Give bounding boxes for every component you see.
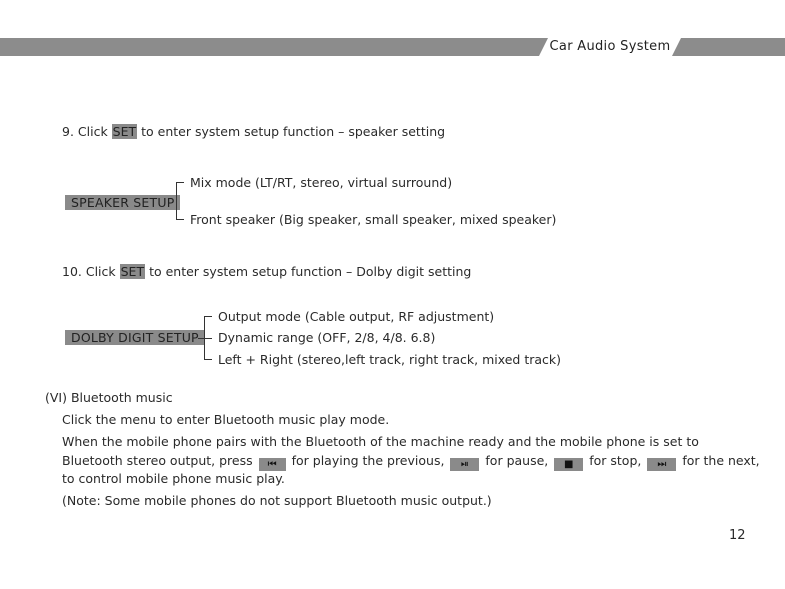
bluetooth-line-3-e: for the next,: [682, 453, 760, 468]
speaker-option-front-speaker: Front speaker (Big speaker, small speaker, mixed speaker): [190, 212, 557, 227]
dolby-option-dynamic-range: Dynamic range (OFF, 2/8, 4/8. 6.8): [218, 330, 436, 345]
bluetooth-line-3-c: for pause,: [485, 453, 549, 468]
bluetooth-line-1: Click the menu to enter Bluetooth music play mode.: [62, 412, 390, 427]
speaker-bracket-tick-top: [176, 182, 184, 183]
dolby-bracket-tick-bottom: [204, 359, 212, 360]
step-10-prefix: 10. Click: [62, 264, 116, 279]
dolby-bracket-tick-top: [204, 316, 212, 317]
step-9-prefix: 9. Click: [62, 124, 108, 139]
step-9-suffix: to enter system setup function – speaker setting: [141, 124, 446, 139]
page-number: 12: [729, 528, 746, 543]
bluetooth-line-3: [62, 453, 760, 471]
bluetooth-heading: (VI) Bluetooth music: [45, 390, 173, 405]
dolby-option-output-mode: Output mode (Cable output, RF adjustment): [218, 309, 495, 324]
bluetooth-note: (Note: Some mobile phones do not support Bluetooth music output.): [62, 493, 492, 508]
bluetooth-line-4: to control mobile phone music play.: [62, 471, 285, 486]
step-10-line: [62, 264, 471, 279]
set-key-label: SET: [112, 124, 137, 139]
speaker-bracket-tick-bottom: [176, 219, 184, 220]
header-bar-right: [672, 38, 785, 56]
play-pause-icon: ⏯: [450, 458, 479, 471]
bluetooth-line-2: When the mobile phone pairs with the Bluetooth of the machine ready and the mobile phone is set to: [62, 434, 699, 449]
set-key-label: SET: [120, 264, 145, 279]
step-10-suffix: to enter system setup function – Dolby digit setting: [149, 264, 472, 279]
speaker-option-mix-mode: Mix mode (LT/RT, stereo, virtual surround): [190, 175, 453, 190]
dolby-setup-box: DOLBY DIGIT SETUP: [65, 330, 205, 345]
bluetooth-line-3-a: Bluetooth stereo output, press: [62, 453, 253, 468]
stop-icon: ■: [554, 458, 583, 471]
next-icon: ⏭: [647, 458, 676, 471]
bluetooth-line-3-b: for playing the previous,: [291, 453, 445, 468]
dolby-bracket-tick-middle: [198, 338, 212, 339]
speaker-setup-box: SPEAKER SETUP: [65, 195, 180, 210]
step-9-line: [62, 124, 445, 139]
dolby-option-left-right: Left + Right (stereo,left track, right track, mixed track): [218, 352, 562, 367]
header-title: Car Audio System: [549, 39, 671, 54]
speaker-bracket: [176, 182, 177, 219]
previous-icon: ⏮: [259, 458, 286, 471]
header-bar-left: [0, 38, 548, 56]
bluetooth-line-3-d: for stop,: [589, 453, 642, 468]
